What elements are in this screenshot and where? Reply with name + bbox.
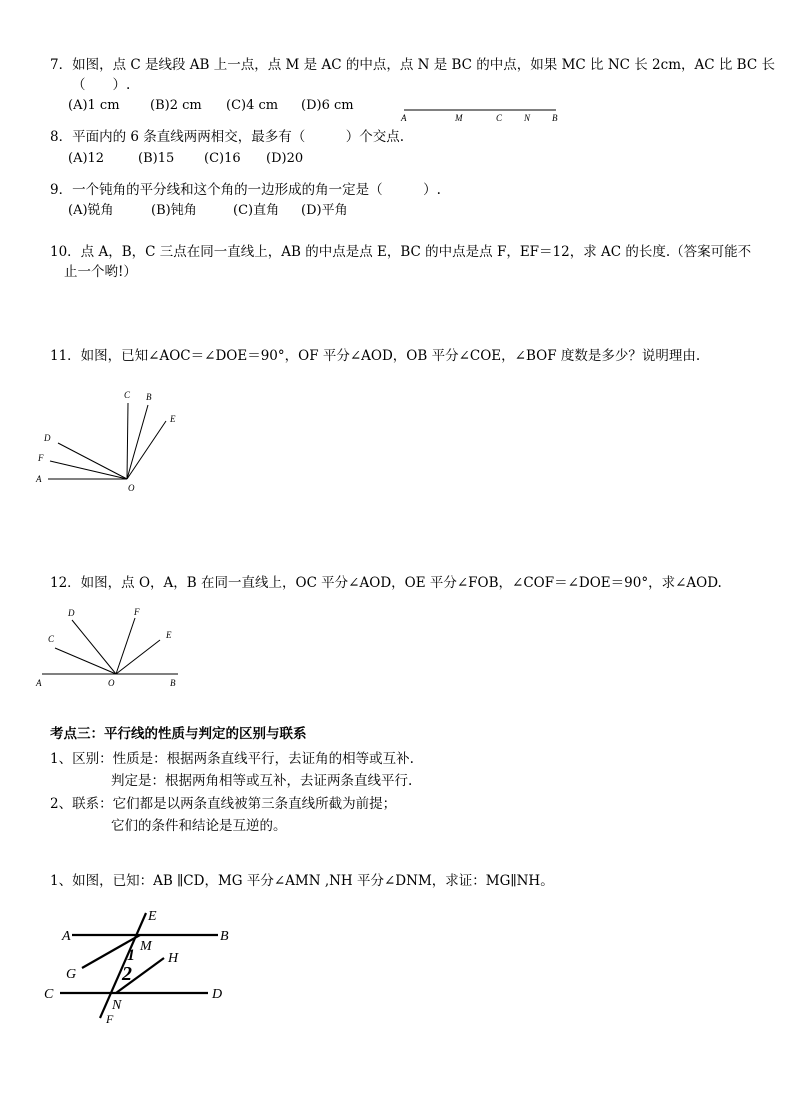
q12-stem: 12．如图，点 O，A，B 在同一直线上，OC 平分∠AOD，OE 平分∠FOB，∠COF＝∠DOE＝90°，求∠AOD. (50, 575, 722, 591)
section3-item2b: 它们的条件和结论是互逆的。 (111, 818, 287, 834)
q7-option-b: (B)2 cm (150, 98, 202, 113)
ray-oc (127, 403, 128, 479)
q8-option-c: (C)16 (204, 151, 241, 166)
q8-stem: 8．平面内的 6 条直线两两相交，最多有（ ）个交点. (50, 129, 405, 145)
label-o: O (108, 678, 115, 688)
q9-stem: 9．一个钝角的平分线和这个角的一边形成的角一定是（ ）. (50, 182, 441, 198)
label-b: B (220, 929, 229, 944)
ex1-stem: 1、如图，已知：AB ∥CD，MG 平分∠AMN ,NH 平分∠DNM，求证：MG∥NH。 (50, 873, 554, 889)
angle-label-2: 2 (122, 963, 132, 985)
label-n: N (524, 113, 531, 123)
section3-title: 考点三：平行线的性质与判定的区别与联系 (50, 726, 307, 742)
q8-option-b: (B)15 (138, 151, 175, 166)
label-e: E (166, 630, 172, 640)
label-g: G (66, 967, 77, 982)
q7-option-c: (C)4 cm (226, 98, 279, 113)
ray-od (58, 443, 127, 479)
ex1-labels (44, 909, 229, 1026)
section3-item1: 1、区别：性质是：根据两条直线平行，去证角的相等或互补. (50, 751, 414, 767)
ray-od (72, 620, 116, 674)
q7-line1: 7．如图，点 C 是线段 AB 上一点，点 M 是 AC 的中点，点 N 是 BC 的中点，如果 MC 比 NC 长 2cm，AC 比 BC 长 (50, 57, 775, 73)
label-f: F (106, 1012, 114, 1026)
q9-option-d: (D)平角 (301, 203, 348, 218)
q12-labels (35, 607, 176, 688)
label-b: B (170, 678, 176, 688)
q11-stem: 11．如图，已知∠AOC＝∠DOE＝90°，OF 平分∠AOD，OB 平分∠COE，∠BOF 度数是多少？说明理由. (50, 348, 701, 364)
q10-line2: 止一个哟!） (64, 264, 137, 280)
q9-option-a: (A)锐角 (68, 203, 114, 218)
label-a: A (36, 678, 42, 688)
angle-label-1: 1 (127, 947, 135, 964)
label-a: A (36, 474, 42, 484)
ray-oe (116, 640, 160, 674)
label-m: M (140, 939, 152, 954)
label-d: D (212, 987, 223, 1002)
label-c: C (124, 390, 131, 400)
ray-ob (127, 405, 148, 479)
section3-item1b: 判定是：根据两角相等或互补，去证两条直线平行. (111, 773, 413, 789)
label-h: H (168, 951, 179, 966)
q10-line1: 10．点 A，B，C 三点在同一直线上，AB 的中点是点 E，BC 的中点是点 F，EF＝12，求 AC 的长度.（答案可能不 (50, 244, 752, 260)
label-b: B (552, 113, 558, 123)
q11-figure (48, 403, 166, 479)
q9-option-b: (B)钝角 (151, 203, 197, 218)
label-b: B (146, 392, 152, 402)
label-o: O (128, 483, 135, 493)
section3-item2: 2、联系：它们都是以两条直线被第三条直线所截为前提； (50, 796, 397, 812)
q12-figure (42, 618, 178, 674)
q9-option-c: (C)直角 (233, 203, 280, 218)
label-d: D (44, 433, 51, 443)
label-e: E (170, 414, 176, 424)
label-c: C (496, 113, 503, 123)
q8-option-d: (D)20 (266, 151, 304, 166)
q8-option-a: (A)12 (68, 151, 105, 166)
label-f: F (134, 607, 140, 617)
label-n: N (112, 998, 122, 1013)
q7-option-a: (A)1 cm (68, 98, 120, 113)
label-a: A (62, 929, 71, 944)
label-e: E (148, 909, 157, 924)
label-m: M (455, 113, 463, 123)
ray-of (116, 618, 135, 674)
q7-figure (400, 110, 558, 123)
label-c: C (48, 634, 55, 644)
ray-oc (55, 648, 116, 674)
q7-line2: （ ）. (72, 77, 131, 93)
q7-option-d: (D)6 cm (301, 98, 354, 113)
label-c: C (44, 987, 54, 1002)
label-a: A (401, 113, 407, 123)
q11-labels (35, 390, 176, 493)
label-f: F (38, 453, 44, 463)
ray-oe (127, 421, 166, 479)
ex1-figure (60, 913, 218, 1018)
ray-of (50, 461, 127, 479)
label-d: D (68, 608, 75, 618)
